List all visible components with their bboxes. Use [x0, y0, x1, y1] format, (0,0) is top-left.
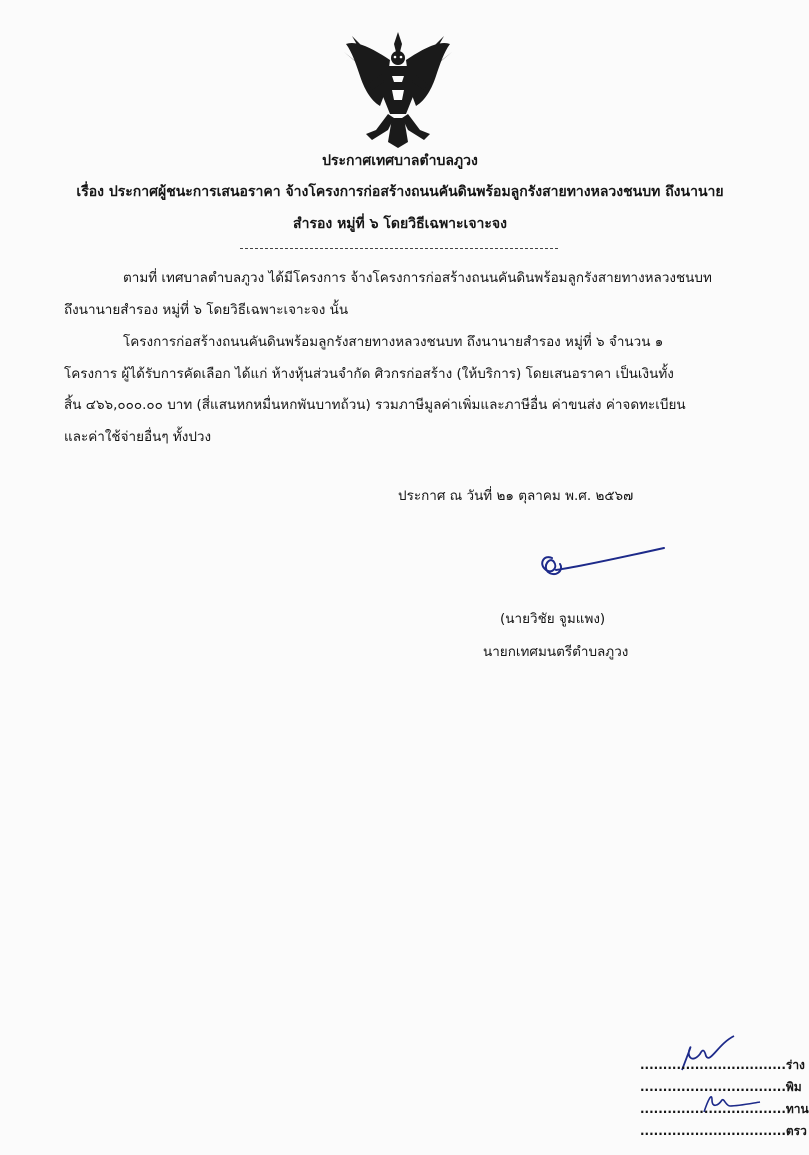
body-paragraph-2-line-3: สิ้น ๔๖๖,๐๐๐.๐๐ บาท (สี่แสนหกหมื่นหกพันบาทถ้วน) รวมภาษีมูลค่าเพิ่มและภาษีอื่น ค่าขนส่ง ค่าจดทะเบียน: [64, 397, 686, 413]
body-paragraph-2-line-1: โครงการก่อสร้างถนนคันดินพร้อมลูกรังสายทางหลวงชนบท ถึงนานายสำรอง หมู่ที่ ๖ จำนวน ๑: [123, 334, 664, 350]
divider-line: [240, 248, 558, 249]
body-paragraph-2-line-4: และค่าใช้จ่ายอื่นๆ ทั้งปวง: [64, 429, 212, 445]
header-title: ประกาศเทศบาลตำบลภูวง: [322, 153, 478, 169]
garuda-emblem-icon: [342, 30, 454, 148]
approval-roles: [640, 1050, 809, 1155]
signature-icon: [530, 540, 670, 590]
role-check: ................................ตรว: [640, 1124, 807, 1138]
role-draft: ................................ร่าง: [640, 1058, 805, 1072]
signer-name: (นายวิชัย จูมแพง): [500, 611, 606, 627]
header-subject-cont: สำรอง หมู่ที่ ๖ โดยวิธีเฉพาะเจาะจง: [293, 216, 507, 232]
signer-position: นายกเทศมนตรีตำบลภูวง: [483, 644, 629, 660]
body-paragraph-2-line-2: โครงการ ผู้ได้รับการคัดเลือก ได้แก่ ห้างหุ้นส่วนจำกัด ศิวกรก่อสร้าง (ให้บริการ) โดยเสนอราคา เป็นเงินทั้ง: [64, 366, 674, 382]
announcement-date: ประกาศ ณ วันที่ ๒๑ ตุลาคม พ.ศ. ๒๕๖๗: [398, 488, 634, 504]
role-print: ................................พิม: [640, 1080, 802, 1094]
body-paragraph-1-line-1: ตามที่ เทศบาลตำบลภูวง ได้มีโครงการ จ้างโครงการก่อสร้างถนนคันดินพร้อมลูกรังสายทางหลวงชนบท: [123, 270, 712, 286]
header-subject: เรื่อง ประกาศผู้ชนะการเสนอราคา จ้างโครงการก่อสร้างถนนคันดินพร้อมลูกรังสายทางหลวงชนบท ถึงนานาย: [76, 184, 724, 200]
body-paragraph-1-line-2: ถึงนานายสำรอง หมู่ที่ ๖ โดยวิธีเฉพาะเจาะจง นั้น: [64, 302, 349, 318]
role-review: ................................ทาน: [640, 1102, 809, 1116]
